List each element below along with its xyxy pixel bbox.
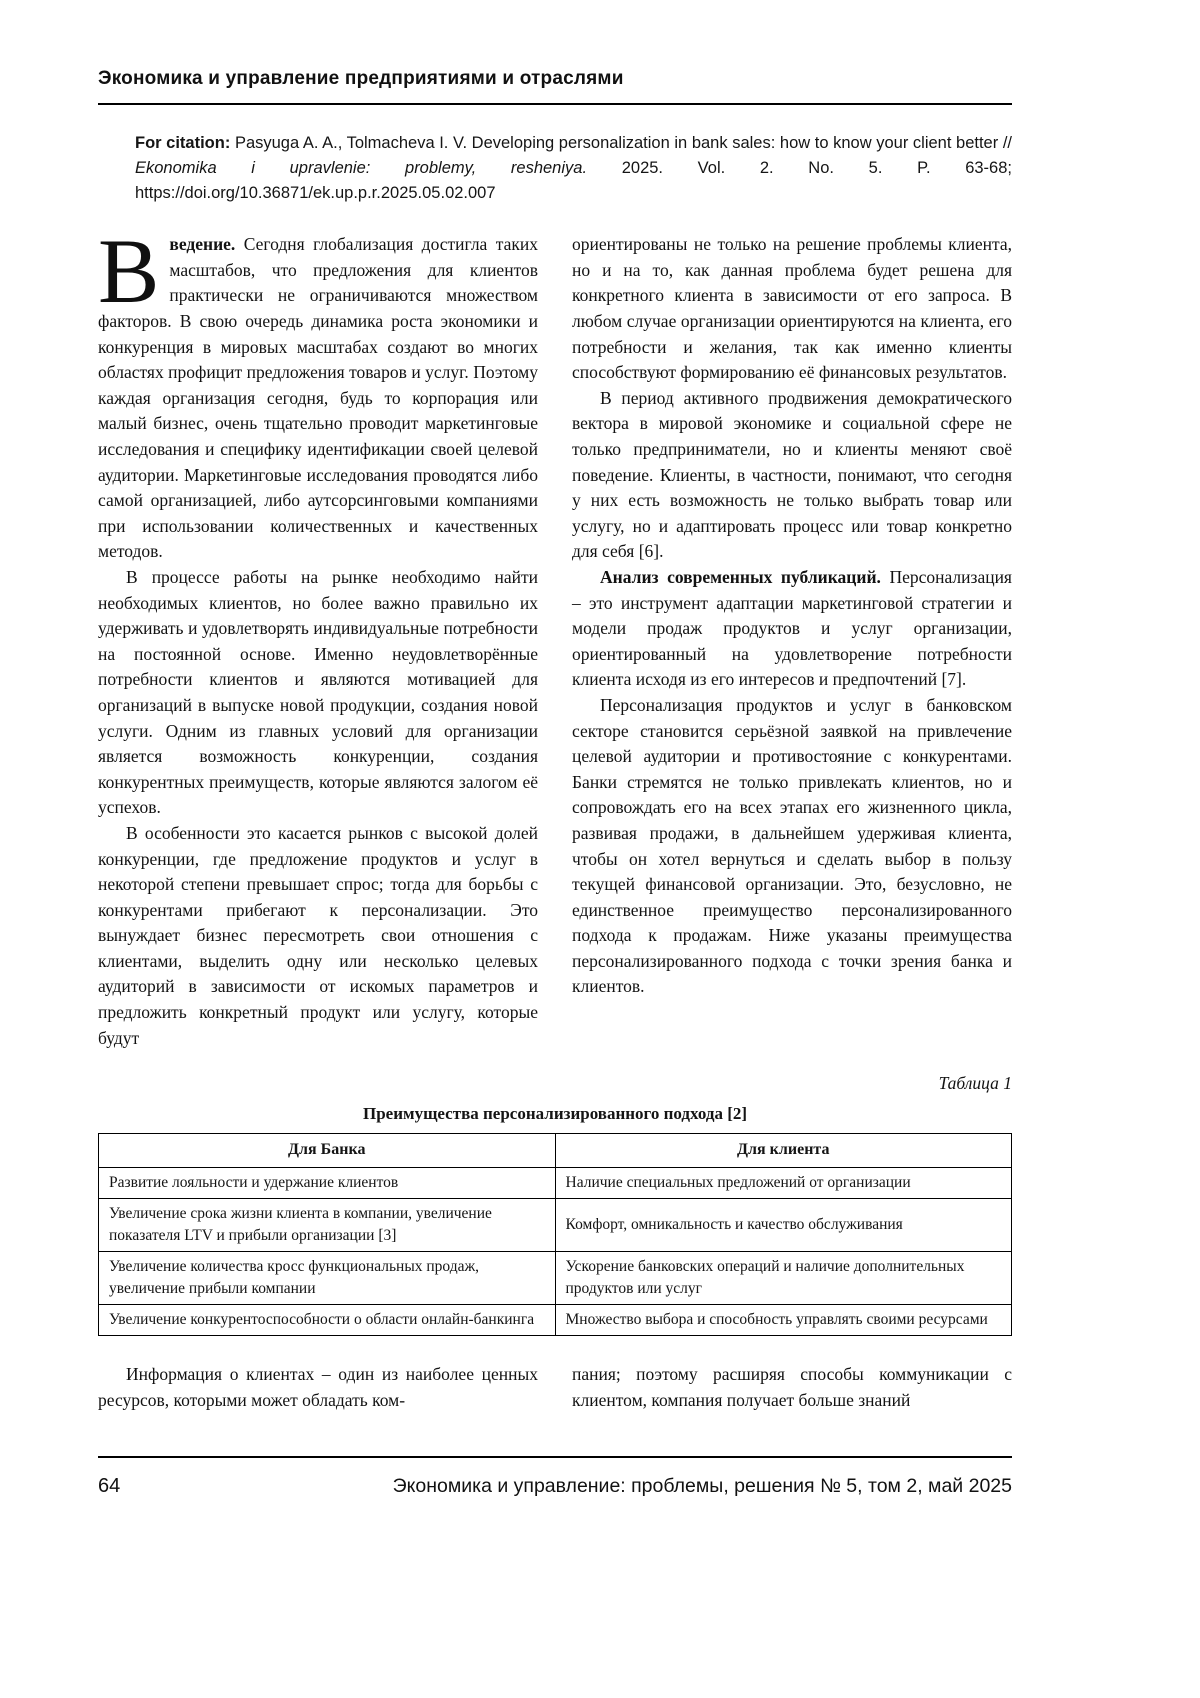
page-number: 64 — [98, 1475, 121, 1497]
citation-journal-title: Ekonomika i upravlenie: problemy, resheniya. — [135, 158, 588, 177]
paragraph: В период активного продвижения демократического вектора в мировой экономике и социальной сфере не только предприниматели, но и клиенты меняют своё поведение. Клиенты, в частности, понимают, что сегодня у них есть возможность не только выбрать товар или услугу, но и адаптировать процесс или товар конкретно для себя [6]. — [572, 387, 1012, 562]
table-cell: Наличие специальных предложений от организации — [555, 1167, 1012, 1198]
right-column-after — [572, 1362, 1012, 1413]
section-text: Персонализация – это инструмент адаптации маркетинговой стратегии и модели продаж продуктов и услуг организации, ориентированный на удовлетворение потребности клиента исходя из его интересов и предпочтений [7]. — [572, 566, 1012, 690]
benefits-table — [98, 1133, 1012, 1336]
dropcap-letter: В — [98, 220, 160, 323]
citation-block — [135, 131, 1012, 205]
section-paragraph — [572, 565, 1012, 693]
journal-info: Экономика и управление: проблемы, решения № 5, том 2, май 2025 — [392, 1475, 1012, 1497]
section-lead: Анализ современных публикаций. — [600, 566, 881, 587]
table-header-bank: Для Банка — [99, 1134, 556, 1168]
paragraph: Персонализация продуктов и услуг в банковском секторе становится серьёзной заявкой на привлечение целевой аудитории и противостояние с конкурентами. Банки стремятся не только привлекать клиентов, но и сопровождать его на всех этапах его жизненного цикла, развивая продажи, в дальнейшем удерживая клиента, чтобы он хотел вернуться и сделать выбор в пользу текущей финансовой организации. Это, безусловно, не единственное преимущество персонализированного подхода к продажам. Ниже указаны преимущества персонализированного подхода с точки зрения банка и клиентов. — [572, 694, 1012, 997]
footer-rule — [98, 1456, 1012, 1458]
citation-text: Pasyuga A. A., Tolmacheva I. V. Developing personalization in bank sales: how to know your client better // — [230, 134, 1012, 152]
table-row — [99, 1304, 1012, 1335]
table-title: Преимущества персонализированного подхода [2] — [362, 1104, 748, 1124]
body-columns — [98, 220, 1012, 1051]
left-column-after — [98, 1362, 538, 1413]
table-row — [99, 1198, 1012, 1251]
after-table-columns — [98, 1362, 1012, 1413]
page-footer — [98, 1456, 1012, 1498]
paragraph-continuation: пания; поэтому расширяя способы коммуникации с клиентом, компания получает больше знаний — [572, 1363, 1012, 1410]
right-column — [572, 232, 1012, 1051]
citation-label: For citation: — [135, 134, 231, 152]
table-cell: Развитие лояльности и удержание клиентов — [99, 1167, 556, 1198]
table-cell: Увеличение количества кросс функциональных продаж, увеличение прибыли компании — [99, 1251, 556, 1304]
table-cell: Увеличение конкурентоспособности о области онлайн-банкинга — [99, 1304, 556, 1335]
paragraph: В особенности это касается рынков с высокой долей конкуренции, где предложение продуктов и услуг в некоторой степени превышает спрос; тогда для борьбы с конкурентами прибегают к персонализации. Это вынуждает бизнес пересмотреть свои отношения с клиентами, выделить одну или несколько целевых аудиторий в зависимости от искомых параметров и предложить конкретный продукт или услугу, которые будут — [98, 822, 538, 1048]
table-cell: Множество выбора и способность управлять своими ресурсами — [555, 1304, 1012, 1335]
intro-paragraph — [98, 220, 538, 565]
table-row — [99, 1167, 1012, 1198]
table-cell: Увеличение срока жизни клиента в компании, увеличение показателя LTV и прибыли организации [3] — [99, 1198, 556, 1251]
table-header-row — [99, 1134, 1012, 1168]
paragraph-continuation: ориентированы не только на решение проблемы клиента, но и на то, как данная проблема будет решена для конкретного клиента в зависимости от его запроса. В любом случае организации ориентируются на клиента, его потребности и желания, так как именно клиенты способствуют формированию её финансовых результатов. — [572, 234, 1012, 383]
intro-lead: ведение. — [169, 234, 236, 255]
header-rule — [98, 103, 1012, 105]
running-head: Экономика и управление предприятиями и отраслями — [98, 68, 624, 89]
table-caption: Таблица 1 — [938, 1073, 1012, 1094]
citation-tail: 2025. Vol. 2. No. 5. P. 63-68; https://doi.org/10.36871/ek.up.p.r.2025.05.02.007 — [135, 158, 1012, 202]
footer-row — [98, 1475, 1012, 1498]
table-cell: Ускорение банковских операций и наличие дополнительных продуктов или услуг — [555, 1251, 1012, 1304]
paragraph: В процессе работы на рынке необходимо найти необходимых клиентов, но более важно правильно их удерживать и удовлетворять индивидуальные потребности на постоянной основе. Именно неудовлетворённые потребности клиентов и являются мотивацией для организаций в выпуске новой продукции, создания новой услуги. Одним из главных условий для организации является возможность конкуренции, создания конкурентных преимуществ, которые являются залогом её успехов. — [98, 566, 538, 818]
intro-text: Сегодня глобализация достигла таких масштабов, что предложения для клиентов практически не ограничиваются множеством факторов. В свою очередь динамика роста экономики и конкуренция в мировых масштабах создают во многих областях профицит предложения товаров и услуг. Поэтому каждая организация сегодня, будь то корпорация или малый бизнес, очень тщательно проводит маркетинговые исследования и специфику идентификации своей целевой аудитории. Маркетинговые исследования проводятся либо самой организацией, либо аутсорсинговыми компаниями при использовании количественных и качественных методов. — [98, 234, 538, 562]
table-row — [99, 1251, 1012, 1304]
paragraph: Информация о клиентах – один из наиболее ценных ресурсов, которыми может обладать ком- — [98, 1363, 538, 1410]
table-header-client: Для клиента — [555, 1134, 1012, 1168]
left-column — [98, 220, 538, 1051]
page-content — [98, 68, 1012, 1413]
table-cell: Комфорт, омникальность и качество обслуживания — [555, 1198, 1012, 1251]
